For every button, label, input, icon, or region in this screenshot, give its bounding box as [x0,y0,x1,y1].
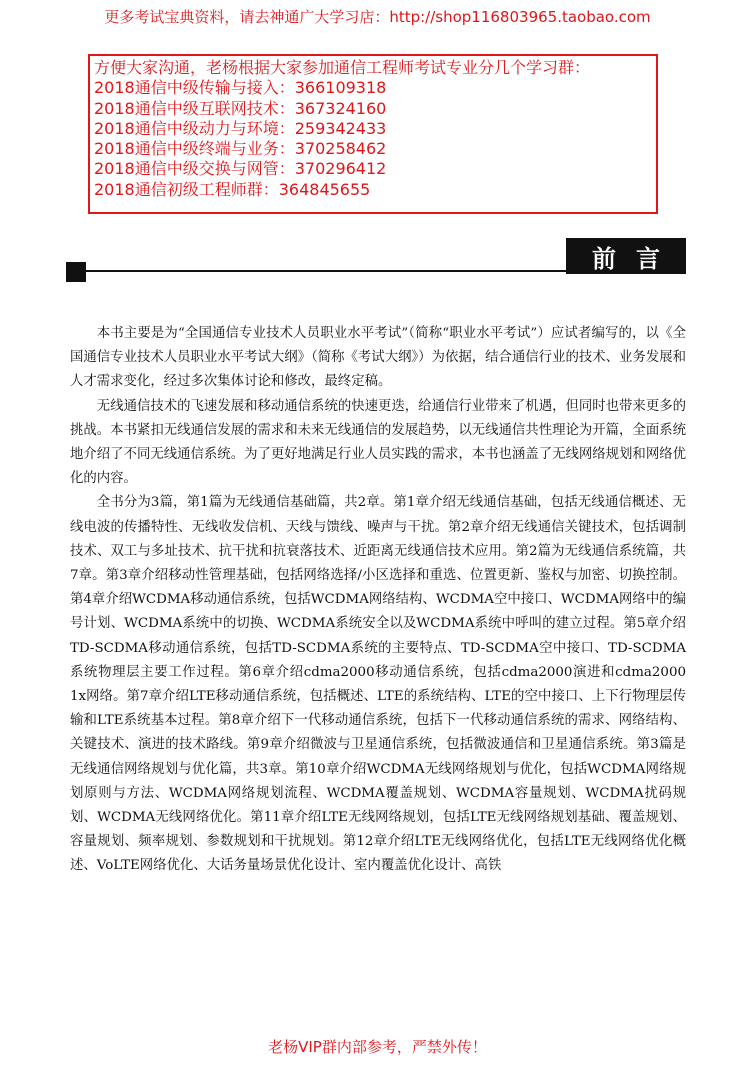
group-item: 2018通信中级传输与接入：366109318 [94,78,387,98]
section-title: 前言 [566,238,686,274]
paragraph: 无线通信技术的飞速发展和移动通信系统的快速更迭，给通信行业带来了机遇，但同时也带来更多的挑战。本书紧扣无线通信发展的需求和未来无线通信的发展趋势，以无线通信共性理论为开篇，全面系统地介绍了不同无线通信系统。为了更好地满足行业人员实践的需求，本书也涵盖了无线网络规划和网络优化的内容。 [70,398,686,487]
study-group-box [88,54,658,214]
group-item: 2018通信中级互联网技术：367324160 [94,98,387,118]
group-item: 2018通信中级终端与业务：370258462 [94,139,387,159]
paragraph: 全书分为3篇，第1篇为无线通信基础篇，共2章。第1章介绍无线通信基础，包括无线通信概述、无线电波的传播特性、无线收发信机、天线与馈线、噪声与干扰。第2章介绍无线通信关键技术，包括调制技术、双工与多址技术、抗干扰和抗衰落技术、近距离无线通信技术应用。第2篇为无线通信系统篇，共7章。第3章介绍移动性管理基础，包括网络选择/小区选择和重选、位置更新、鉴权与加密、切换控制。第4章介绍WCDMA移动通信系统，包括WCDMA网络结构、WCDMA空中接口、WCDMA网络中的编号计划、WCDMA系统中的切换、WCDMA系统安全以及WCDMA系统中呼叫的建立过程。第5章介绍TD-SCDMA移动通信系统，包括TD-SCDMA系统的主要特点、TD-SCDMA空中接口、TD-SCDMA系统物理层主要工作过程。第6章介绍cdma2000移动通信系统，包括cdma2000演进和cdma2000 1x网络。第7章介绍LTE移动通信系统，包括概述、LTE的系统结构、LTE的空中接口、上下行物理层传输和LTE系统基本过程。第8章介绍下一代移动通信系统，包括下一代移动通信系统的需求、网络结构、关键技术、演进的技术路线。第9章介绍微波与卫星通信系统，包括微波通信和卫星通信系统。第3篇是无线通信网络规划与优化篇，共3章。第10章介绍WCDMA无线网络规划与优化，包括WCDMA网络规划原则与方法、WCDMA网络规划流程、WCDMA覆盖规划、WCDMA容量规划、WCDMA扰码规划、WCDMA无线网络优化。第11章介绍LTE无线网络规划，包括LTE无线网络规划基础、覆盖规划、容量规划、频率规划、参数规划和干扰规划。第12章介绍LTE无线网络优化，包括LTE无线网络优化概述、VoLTE网络优化、大话务量场景优化设计、室内覆盖优化设计、高铁 [70,495,686,874]
footer-notice: 老杨VIP群内部参考，严禁外传！ [268,1038,487,1056]
group-item: 2018通信初级工程师群：364845655 [94,179,371,199]
preface-body [70,322,686,879]
header-square-marker [66,262,86,282]
group-item: 2018通信中级交换与网管：370296412 [94,159,387,179]
group-intro: 方便大家沟通，老杨根据大家参加通信工程师考试专业分几个学习群： [94,58,591,77]
top-banner: 更多考试宝典资料，请去神通广大学习店：http://shop116803965.taobao.com [104,8,651,26]
paragraph: 本书主要是为“全国通信专业技术人员职业水平考试”（简称“职业水平考试”）应试者编写的，以《全国通信专业技术人员职业水平考试大纲》（简称《考试大纲》）为依据，结合通信行业的技术、业务发展和人才需求变化，经过多次集体讨论和修改，最终定稿。 [70,326,686,390]
group-item: 2018通信中级动力与环境：259342433 [94,118,387,138]
